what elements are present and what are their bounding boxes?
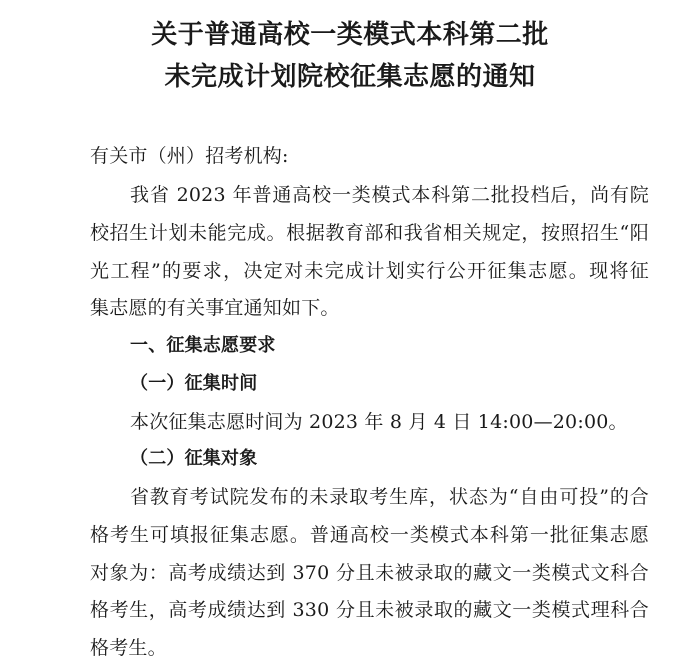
intro-line-3: 光工程”的要求，决定对未完成计划实行公开征集志愿。现将征 — [90, 260, 649, 282]
subsection-2-line-5: 格考生。 — [90, 637, 167, 659]
subsection-2-line-4: 格考生，高考成绩达到 330 分且未被录取的藏文一类模式理科合 — [90, 599, 649, 621]
subsection-1-heading: （一）征集时间 — [130, 373, 258, 394]
subsection-2-heading: （二）征集对象 — [130, 448, 258, 469]
subsection-2-line-1: 省教育考试院发布的未录取考生库，状态为“自由可投”的合 — [130, 486, 649, 508]
section-1-heading: 一、征集志愿要求 — [130, 335, 276, 356]
subsection-1-text: 本次征集志愿时间为 2023 年 8 月 4 日 14:00—20:00。 — [130, 411, 628, 433]
intro-line-2: 校招生计划未能完成。根据教育部和我省相关规定，按照招生“阳 — [90, 222, 649, 244]
intro-line-1: 我省 2023 年普通高校一类模式本科第二批投档后，尚有院 — [130, 184, 649, 206]
subsection-2-line-3: 对象为：高考成绩达到 370 分且未被录取的藏文一类模式文科合 — [90, 562, 649, 584]
document-title-line-1: 关于普通高校一类模式本科第二批 — [151, 20, 549, 50]
intro-line-4: 集志愿的有关事宜通知如下。 — [90, 297, 340, 319]
salutation: 有关市（州）招考机构: — [90, 145, 289, 167]
subsection-2-line-2: 格考生可填报征集志愿。普通高校一类模式本科第一批征集志愿 — [90, 524, 649, 546]
document-title-line-2: 未完成计划院校征集志愿的通知 — [164, 62, 536, 92]
